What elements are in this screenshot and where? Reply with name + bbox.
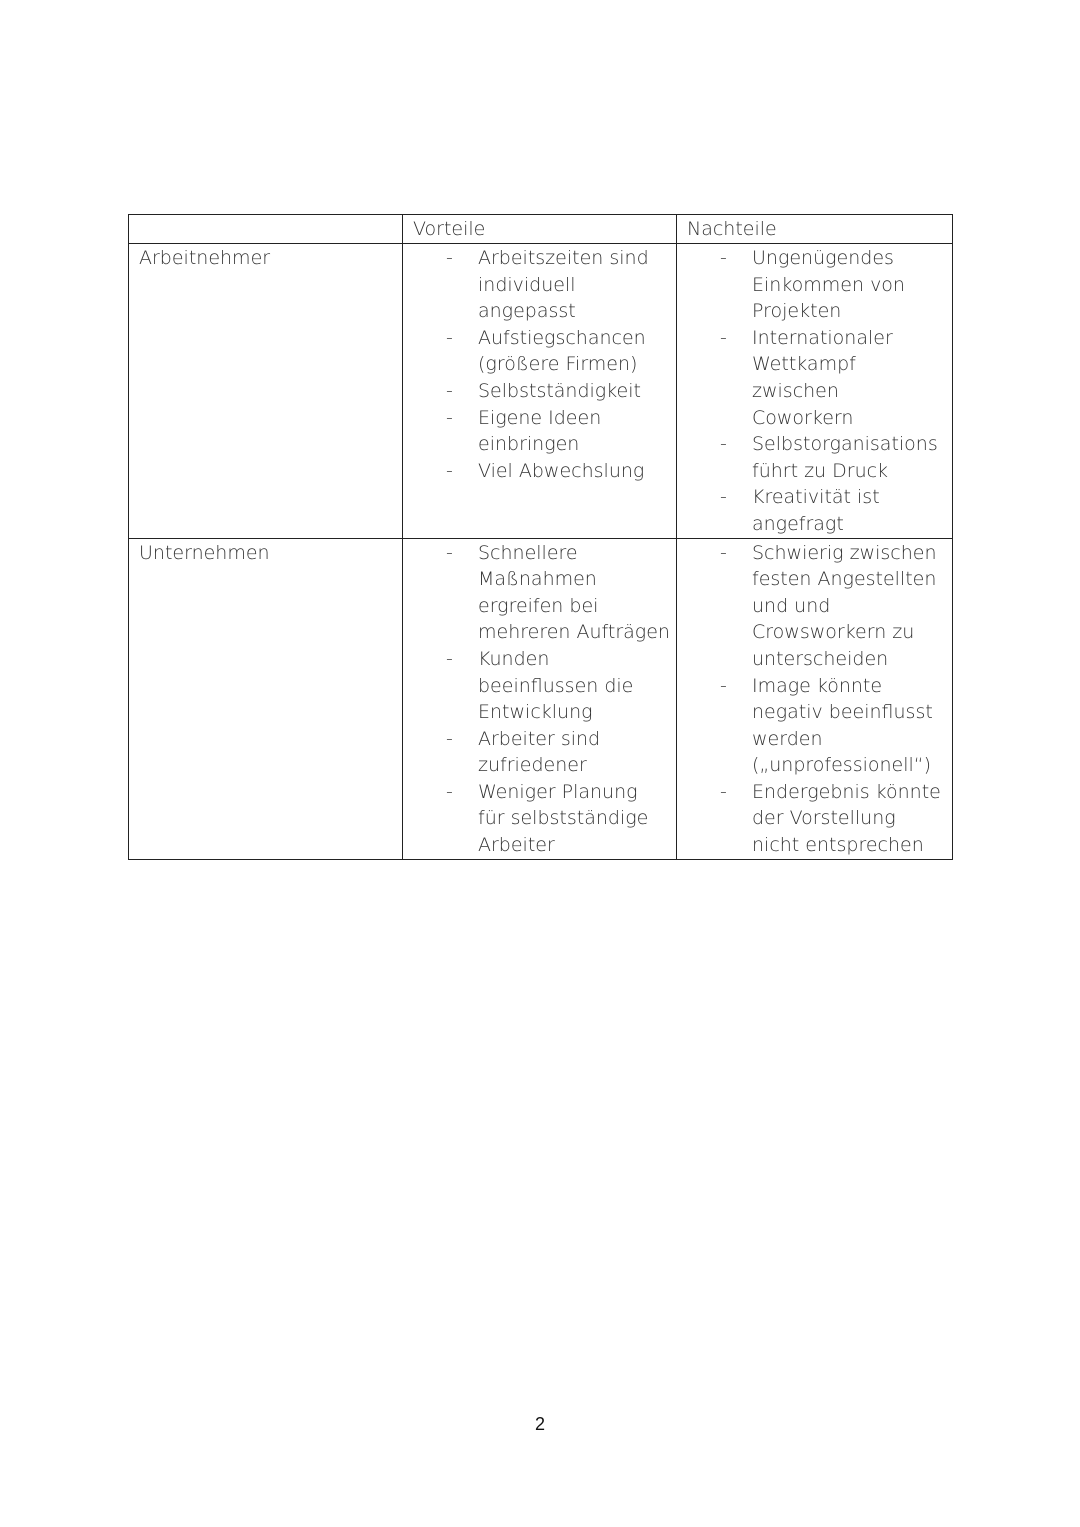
list-item [687, 484, 946, 537]
list-item [413, 378, 670, 405]
bullet-dash: - [720, 674, 727, 697]
bullet-dash: - [720, 541, 727, 564]
list-item-text: Selbstorganisations führt zu Druck [752, 433, 938, 482]
list-item-text: Arbeitszeiten sind individuell angepasst [478, 247, 649, 323]
disadvantages-cell [677, 244, 953, 539]
list-item [687, 245, 946, 325]
list-item [687, 779, 946, 859]
list-item-text: Kunden beeinflussen die Entwicklung [478, 647, 634, 724]
list-item [687, 325, 946, 431]
row-label-employee: Arbeitnehmer [129, 244, 403, 539]
list-item [413, 325, 670, 378]
bullet-dash: - [446, 727, 453, 750]
list-item [413, 779, 670, 859]
list-item [413, 458, 670, 485]
table-header-row [129, 215, 953, 244]
header-disadvantages: Nachteile [677, 215, 953, 244]
list-item-text: Viel Abwechslung [478, 459, 645, 482]
disadvantages-list [687, 245, 946, 538]
list-item [413, 646, 670, 726]
list-item [687, 673, 946, 779]
list-item-text: Endergebnis könnte der Vorstellung nicht entsprechen [752, 780, 941, 857]
list-item [413, 245, 670, 325]
list-item-text: Kreativität ist angefragt [752, 486, 880, 535]
list-item-text: Image könnte negativ beeinflusst werden („unprofessionell“) [752, 674, 933, 777]
bullet-dash: - [446, 459, 453, 482]
advantages-list [413, 540, 670, 859]
bullet-dash: - [446, 541, 453, 564]
list-item-text: Schwierig zwischen festen Angestellten und und Crowsworkern zu unterscheiden [752, 541, 937, 670]
bullet-dash: - [720, 433, 727, 456]
header-corner-cell [129, 215, 403, 244]
page-number: 2 [534, 1414, 545, 1434]
list-item-text: Selbstständigkeit [478, 379, 641, 402]
bullet-dash: - [446, 326, 453, 349]
list-item-text: Aufstiegschancen (größere Firmen) [478, 326, 646, 376]
list-item [413, 540, 670, 646]
list-item-text: Eigene Ideen einbringen [478, 406, 602, 456]
bullet-dash: - [446, 406, 453, 429]
bullet-dash: - [446, 247, 453, 269]
list-item-text: Internationaler Wettkampf zwischen Coworkern [752, 326, 893, 429]
list-item-text: Ungenügendes Einkommen von Projekten [752, 247, 905, 323]
bullet-dash: - [720, 247, 727, 269]
bullet-dash: - [720, 326, 727, 349]
disadvantages-list [687, 540, 946, 859]
bullet-dash: - [446, 647, 453, 670]
list-item-text: Arbeiter sind zufriedener [478, 727, 601, 777]
advantages-list [413, 245, 670, 484]
table-row [129, 538, 953, 859]
list-item-text: Schnellere Maßnahmen ergreifen bei mehreren Aufträgen [478, 541, 670, 644]
list-item [687, 540, 946, 673]
header-advantages: Vorteile [403, 215, 677, 244]
row-label-company: Unternehmen [129, 538, 403, 859]
list-item [687, 431, 946, 484]
table-row [129, 244, 953, 539]
bullet-dash: - [446, 379, 453, 402]
list-item [413, 405, 670, 458]
bullet-dash: - [720, 486, 727, 509]
disadvantages-cell [677, 538, 953, 859]
list-item-text: Weniger Planung für selbstständige Arbeiter [478, 780, 649, 857]
list-item [413, 726, 670, 779]
advantages-cell [403, 244, 677, 539]
bullet-dash: - [446, 780, 453, 803]
bullet-dash: - [720, 780, 727, 803]
comparison-table [128, 214, 953, 860]
advantages-cell [403, 538, 677, 859]
